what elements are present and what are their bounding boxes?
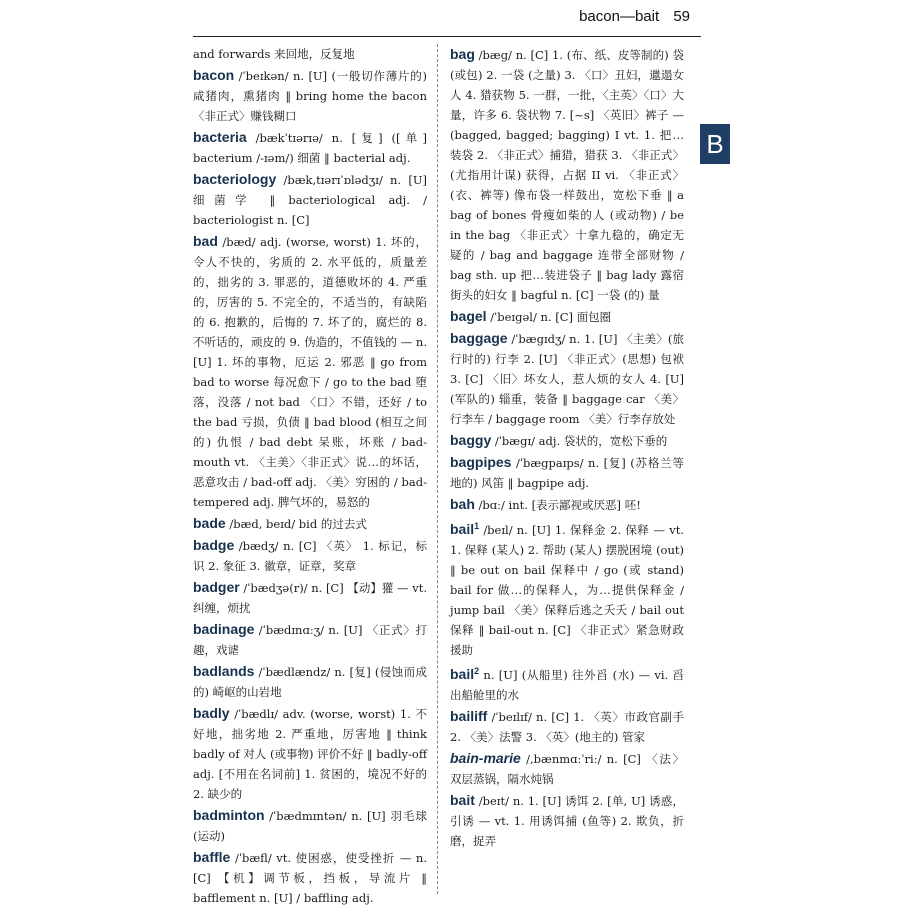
dictionary-entry [450,516,684,660]
dictionary-entry [193,169,427,230]
headword: bail [450,666,475,682]
entry-definition: /bæg/ n. [C] 1. (布、纸、皮等制的) 袋 (或包) 2. 一袋 (之量) 3. 〈口〉丑妇，邋遢女人 4. 猎获物 5. 一群，一批，〈主英〉〈口〉大量，许多 6. 袋状物 7. [~s] 〈英旧〉裤子 — (bagged, bagged; bagging) I vt. 1. 把…装袋 2. 〈非正式〉捕猎，猎获 3. 〈非正式〉(尤指用计谋) 获得，占据 II vi. 〈非正式〉(衣、裤等) 像布袋一样鼓出，宽松下垂 ‖ a bag of bones 骨瘦如柴的人 (或动物) / be in the bag 〈非正式〉十拿九稳的，确定无疑的 / bag and baggage 连带全部财物 / bag sth. up 把…装进袋子 ‖ bag lady 露宿街头的妇女 ‖ bagful n. [C] 一袋 (的) 量 [450,48,684,302]
dictionary-entry [450,452,684,493]
dictionary-entry [450,790,684,851]
entry-definition: /ˈbægɪ/ adj. 袋状的，宽松下垂的 [491,434,668,448]
headword: badge [193,537,235,553]
entry-definition: /ˈbæfl/ vt. 使困惑，使受挫折 — n. [C] 【机】调节板，挡板，导流片 ‖ bafflement n. [U] / baffling adj. [193,851,427,905]
entry-definition: n. [U] (从船里) 往外舀 (水) — vi. 舀出船舱里的水 [450,668,684,702]
dictionary-entry [193,619,427,660]
headword: bade [193,515,226,531]
header-range: bacon—bait [579,8,660,25]
headword: baggy [450,432,492,448]
headword: badminton [193,807,265,823]
header-rule [193,36,701,37]
left-column [193,44,427,909]
headword: baffle [193,849,231,865]
entry-definition: /ˈbædlændz/ n. [复] (侵蚀而成的) 崎岖的山岩地 [193,665,427,699]
entry-definition: /ˈbægpaɪps/ n. [复] (苏格兰等地的) 风笛 ‖ bagpipe adj. [450,456,684,490]
dictionary-entry [450,430,684,451]
headword: bailiff [450,708,488,724]
headword: bain-marie [450,750,521,766]
dictionary-entry [450,306,684,327]
headword: bait [450,792,475,808]
dictionary-entry [193,577,427,618]
homograph-number: 2 [474,666,480,676]
dictionary-entry [450,706,684,747]
dictionary-entry [193,44,427,64]
headword: badinage [193,621,255,637]
headword: badlands [193,663,255,679]
entry-definition: /bædʒ/ n. [C] 〈英〉 1. 标记，标识 2. 象征 3. 徽章，证章，奖章 [193,539,427,573]
running-header [579,8,690,25]
dictionary-entry [450,44,684,305]
dictionary-entry [193,805,427,846]
entry-definition: /ˈbædlɪ/ adv. (worse, worst) 1. 不好地，拙劣地 2. 严重地，厉害地 ‖ think badly of 对人 (或事物) 评价不好 ‖ badly-off adj. [不用在名词前] 1. 贫困的，境况不好的 2. 缺少的 [193,707,427,801]
dictionary-entry [450,748,684,789]
dictionary-entry [193,535,427,576]
dictionary-entry [193,65,427,126]
dictionary-entry [450,494,684,515]
dictionary-entry [450,661,684,705]
headword: bacon [193,67,235,83]
entry-definition: /bækˈtɪərɪə/ n. [复] ([单] bacterium /-ɪəm/) 细菌 ‖ bacterial adj. [193,131,427,165]
entry-definition: /ˈbædmɪntən/ n. [U] 羽毛球 (运动) [193,809,427,843]
entry-definition: /bæd/ adj. (worse, worst) 1. 坏的，令人不快的，劣质的 2. 水平低的，质量差的，拙劣的 3. 罪恶的，道德败坏的 4. 严重的，厉害的 5. 不完全的，不适当的，有缺陷的 6. 抱歉的，后悔的 7. 坏了的，腐烂的 8. 不听话的，顽皮的 9. 伪造的，不值钱的 — n. [U] 1. 坏的事物，厄运 2. 邪恶 ‖ go from bad to worse 每况愈下 / go to the bad 堕落，没落 / not bad 〈口〉不错，还好 / to the bad 亏损，负债 ‖ bad blood (相互之间的) 仇恨 / bad debt 呆账，坏账 / bad-mouth vt. 〈主美〉〈非正式〉说…的坏话，恶意攻击 / bad-off adj. 〈美〉穷困的 / bad-tempered adj. 脾气坏的，易怒的 [193,235,427,509]
dictionary-entry [193,703,427,804]
entry-definition: /ˈbægɪdʒ/ n. 1. [U] 〈主美〉(旅行时的) 行李 2. [U] 〈非正式〉(思想) 包袱 3. [C] 〈旧〉坏女人，惹人烦的女人 4. [U] (军队的) 辎重，装备 ‖ baggage car 〈美〉行李车 / baggage room 〈美〉行李存放处 [450,332,684,426]
entry-definition: /beɪt/ n. 1. [U] 诱饵 2. [单, U] 诱惑，引诱 — vt. 1. 用诱饵捕 (鱼等) 2. 欺负，折磨，捉弄 [450,794,684,848]
page-number: 59 [673,8,690,25]
headword: bag [450,46,475,62]
headword: badly [193,705,230,721]
right-column [450,44,684,852]
entry-definition: /ˈbeɪlɪf/ n. [C] 1. 〈英〉市政官副手 2. 〈美〉法警 3. 〈英〉(地主的) 管家 [450,710,684,744]
letter-tab: B [700,124,730,164]
dictionary-entry [193,513,427,534]
entry-definition: /bɑː/ int. [表示鄙视或厌恶] 呸! [474,498,641,512]
dictionary-entry [193,231,427,512]
entry-definition: /bæk,tɪərɪˈɒlədʒɪ/ n. [U] 细菌学 ‖ bacteriological adj. / bacteriologist n. [C] [193,173,427,227]
entry-definition: /ˈbeɪkən/ n. [U] (一般切作薄片的) 咸猪肉，熏猪肉 ‖ bring home the bacon 〈非正式〉赚钱糊口 [193,69,427,123]
headword: bacteriology [193,171,277,187]
column-divider [437,44,438,894]
entry-definition: /ˈbædɪnɑːʒ/ n. [U] 〈正式〉打趣，戏谑 [193,623,427,657]
entry-definition: /ˈbædʒə(r)/ n. [C] 【动】獾 — vt. 纠缠，烦扰 [193,581,427,615]
entry-definition: /beɪl/ n. [U] 1. 保释金 2. 保释 — vt. 1. 保释 (某人) 2. 帮助 (某人) 摆脱困境 (out) ‖ be out on bail 保释中 / go (或 stand) bail for 做…的保释人，为…提供保释金 / jump bail 〈美〉保释后逃之夭夭 / bail out 保释 ‖ bail-out n. [C] 〈非正式〉紧急财政援助 [450,523,684,657]
headword: bacteria [193,129,247,145]
headword: bagel [450,308,487,324]
dictionary-entry [193,127,427,168]
dictionary-entry [193,847,427,908]
entry-definition: and forwards 来回地，反复地 [193,47,355,61]
headword: baggage [450,330,508,346]
entry-definition: /ˈbeɪgəl/ n. [C] 面包圈 [486,310,612,324]
dictionary-entry [193,661,427,702]
entry-definition: /bæd, beɪd/ bid 的过去式 [225,517,367,531]
headword: bah [450,496,475,512]
headword: badger [193,579,240,595]
headword: bagpipes [450,454,512,470]
entry-definition: /,bænmɑːˈriː/ n. [C] 〈法〉双层蒸锅，隔水炖锅 [450,752,684,786]
homograph-number: 1 [474,521,480,531]
headword: bail [450,521,475,537]
headword: bad [193,233,218,249]
dictionary-entry [450,328,684,429]
